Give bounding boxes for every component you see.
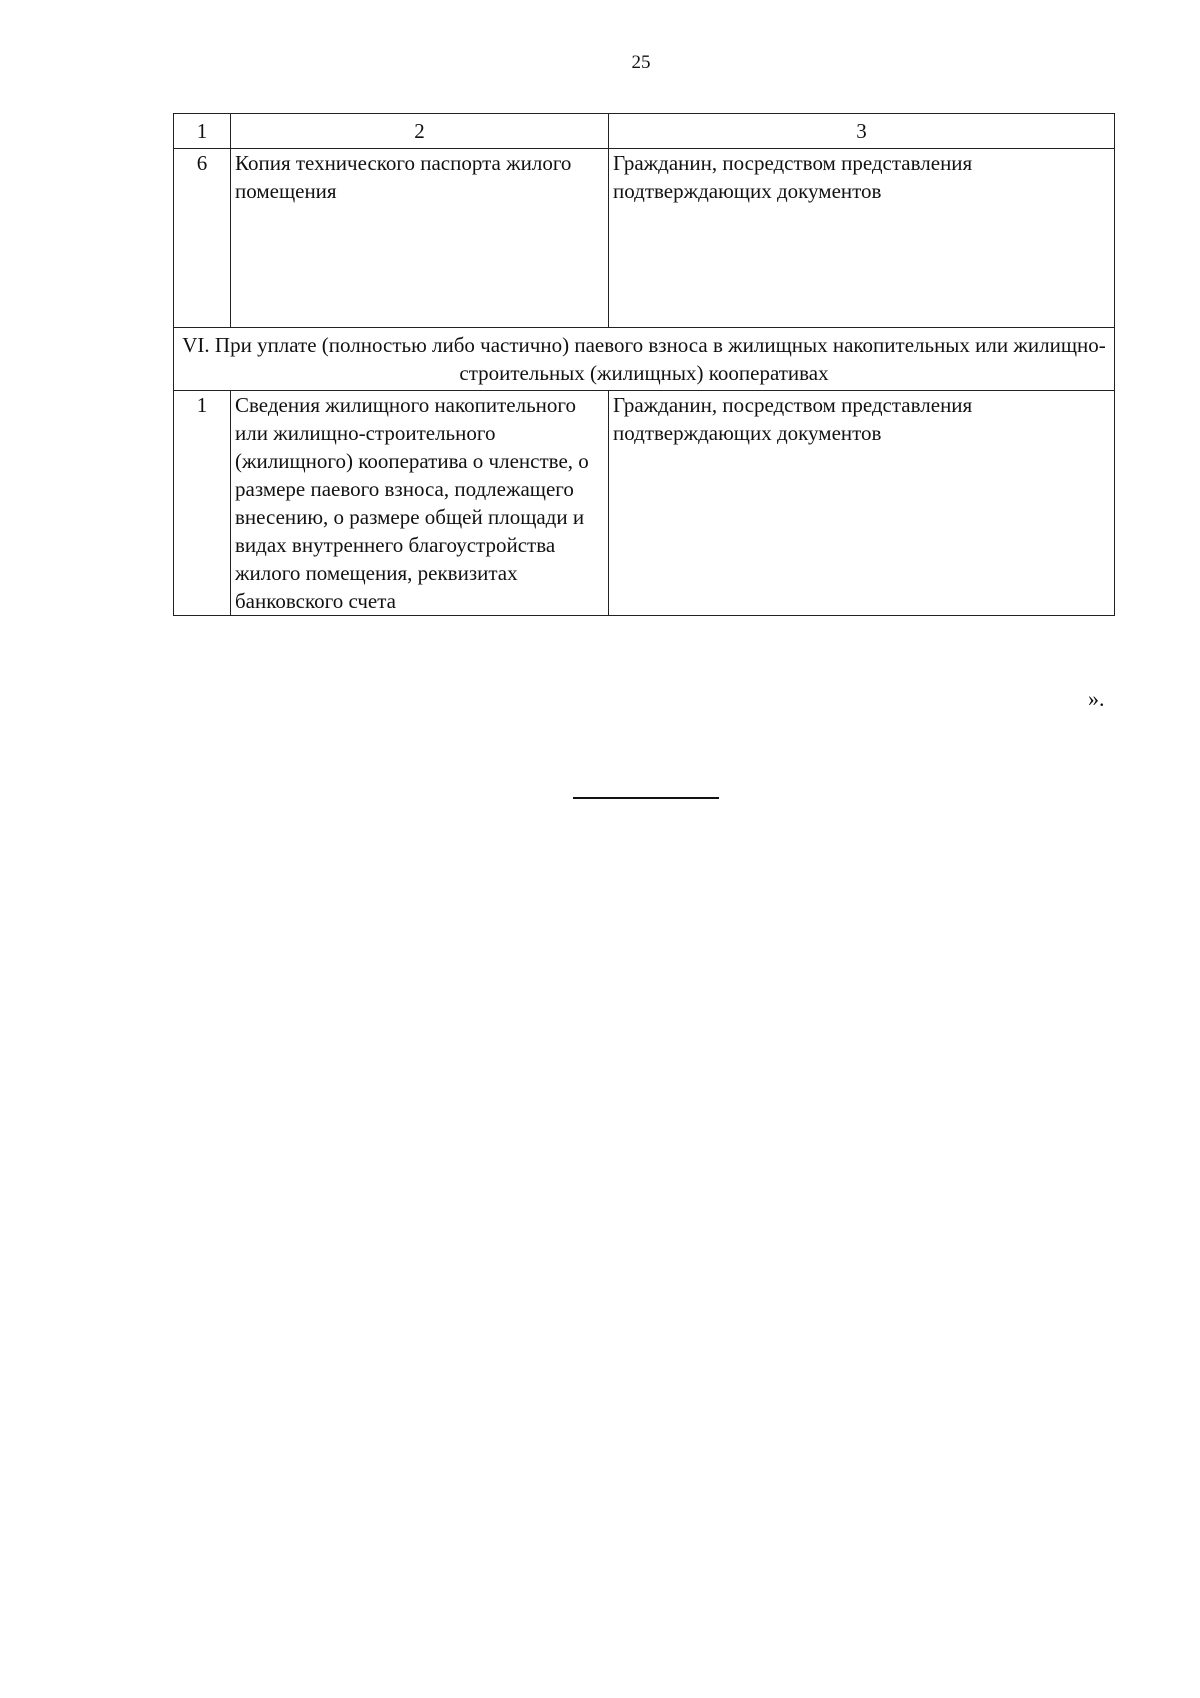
document-name-cell: Копия технического паспорта жилого помещения [231, 149, 609, 328]
table-row [174, 391, 1115, 616]
row-number: 1 [174, 391, 231, 616]
document-name-cell: Сведения жилищного накопительного или жилищно-строительного (жилищного) кооператива о членстве, о размере паевого взноса, подлежащего внесению, о размере общей площади и видах внутреннего благоустройства жилого помещения, реквизитах банковского счета [231, 391, 609, 616]
table-header-row [174, 114, 1115, 149]
section-heading-row [174, 328, 1115, 391]
document-source-cell: Гражданин, посредством представления подтверждающих документов [609, 391, 1115, 616]
row-number: 6 [174, 149, 231, 328]
column-header-1: 1 [174, 114, 231, 149]
section-title: VI. При уплате (полностью либо частично) паевого взноса в жилищных накопительных или жилищно-строительных (жилищных) кооперативах [174, 328, 1115, 391]
documents-table [173, 113, 1115, 616]
column-header-3: 3 [609, 114, 1115, 149]
column-header-2: 2 [231, 114, 609, 149]
table-row [174, 149, 1115, 328]
page-number: 25 [631, 52, 651, 73]
document-source-cell: Гражданин, посредством представления подтверждающих документов [609, 149, 1115, 328]
closing-quote: ». [1088, 686, 1105, 711]
end-separator-line [573, 797, 719, 799]
